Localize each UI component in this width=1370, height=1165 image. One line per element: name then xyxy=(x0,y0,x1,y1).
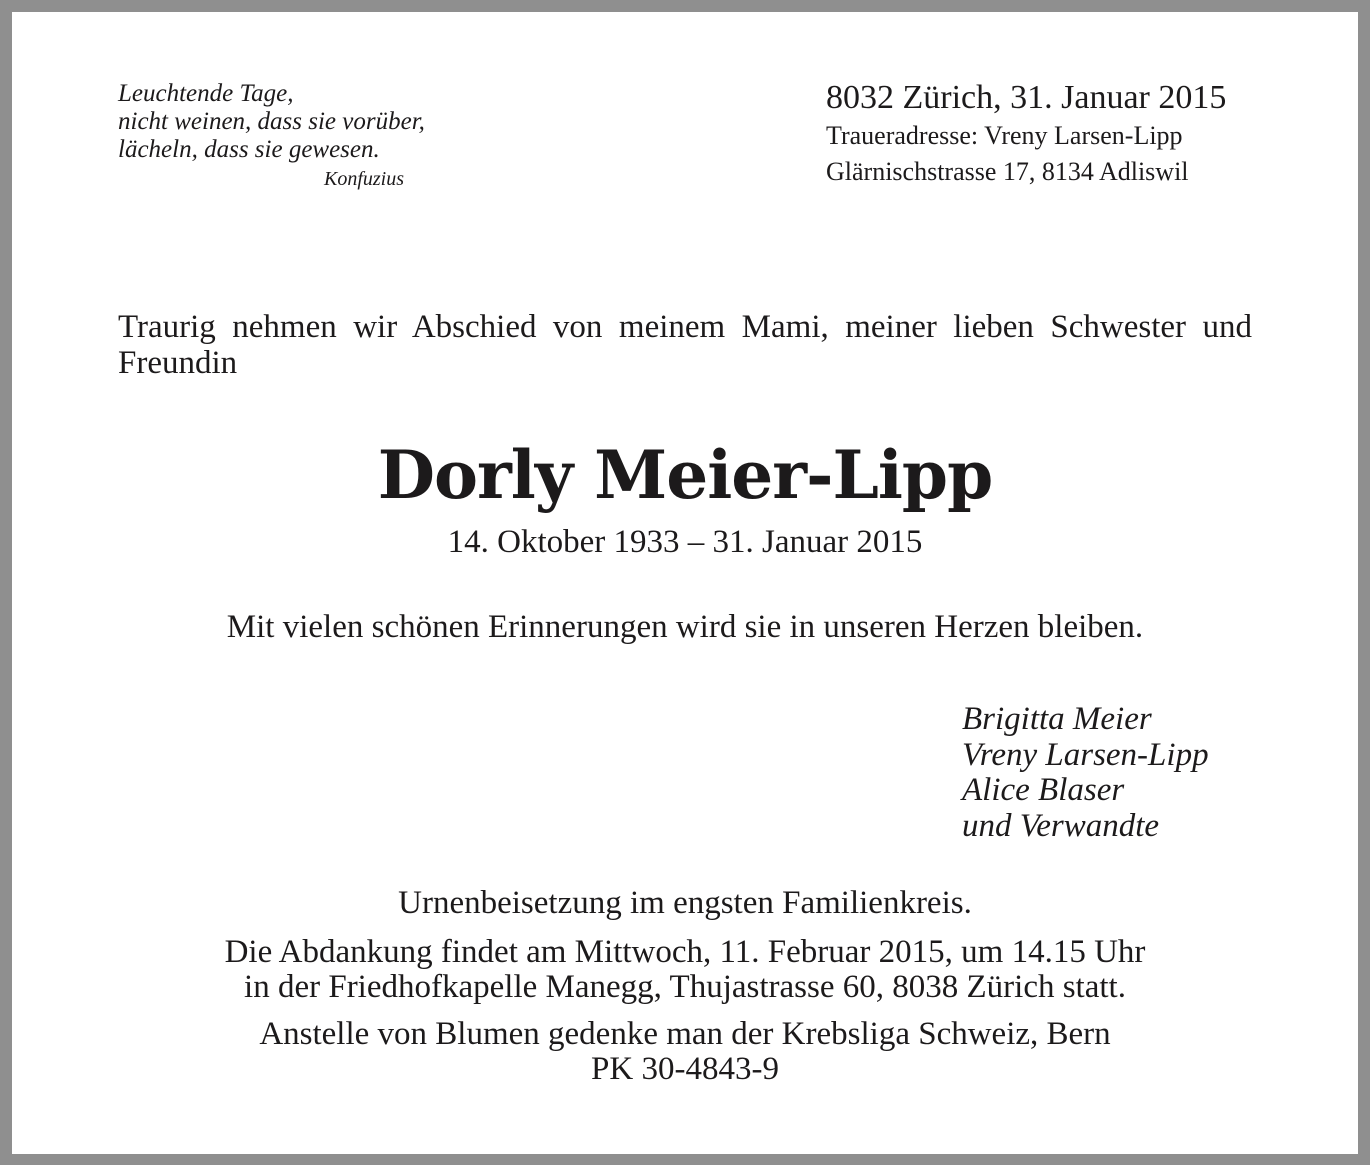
epigraph-quote xyxy=(118,80,518,192)
service-info xyxy=(12,935,1358,1005)
deceased-name: Dorly Meier-Lipp xyxy=(377,436,993,514)
quote-line: lächeln, dass sie gewesen. xyxy=(118,136,380,163)
postal-account: PK 30-4843-9 xyxy=(591,1051,779,1087)
place-date: 8032 Zürich, 31. Januar 2015 xyxy=(826,79,1227,116)
mourner-name: Brigitta Meier xyxy=(962,701,1152,737)
funeral-details xyxy=(12,883,1358,1087)
service-line: Die Abdankung findet am Mittwoch, 11. Februar 2015, um 14.15 Uhr xyxy=(224,934,1146,970)
mourner-name: Vreny Larsen-Lipp xyxy=(962,736,1209,773)
memory-text: Mit vielen schönen Erinnerungen wird sie in unseren Herzen bleiben. xyxy=(226,609,1144,645)
mourning-address: Traueradresse: Vreny Larsen-Lipp xyxy=(826,121,1183,150)
quote-line: Leuchtende Tage, xyxy=(118,80,294,107)
mourner-name: und Verwandte xyxy=(962,807,1160,844)
quote-author: Konfuzius xyxy=(324,168,405,190)
mourner-name: Alice Blaser xyxy=(962,772,1125,808)
life-dates: 14. Oktober 1933 – 31. Januar 2015 xyxy=(447,524,923,560)
address-block xyxy=(826,78,1266,190)
street-address: Glärnischstrasse 17, 8134 Adliswil xyxy=(826,157,1189,186)
obituary-page xyxy=(12,12,1358,1154)
mourners-list xyxy=(962,702,1322,844)
donation-info xyxy=(12,1017,1358,1087)
donation-line: Anstelle von Blumen gedenke man der Krebsliga Schweiz, Bern xyxy=(259,1016,1111,1052)
burial-note: Urnenbeisetzung im engsten Familienkreis. xyxy=(398,885,972,921)
intro-text: Traurig nehmen wir Abschied von meinem Mami, meiner lieben Schwester und Freundin xyxy=(118,309,1252,381)
service-line: in der Friedhofkapelle Manegg, Thujastrasse 60, 8038 Zürich statt. xyxy=(244,969,1126,1005)
quote-line: nicht weinen, dass sie vorüber, xyxy=(118,108,425,135)
